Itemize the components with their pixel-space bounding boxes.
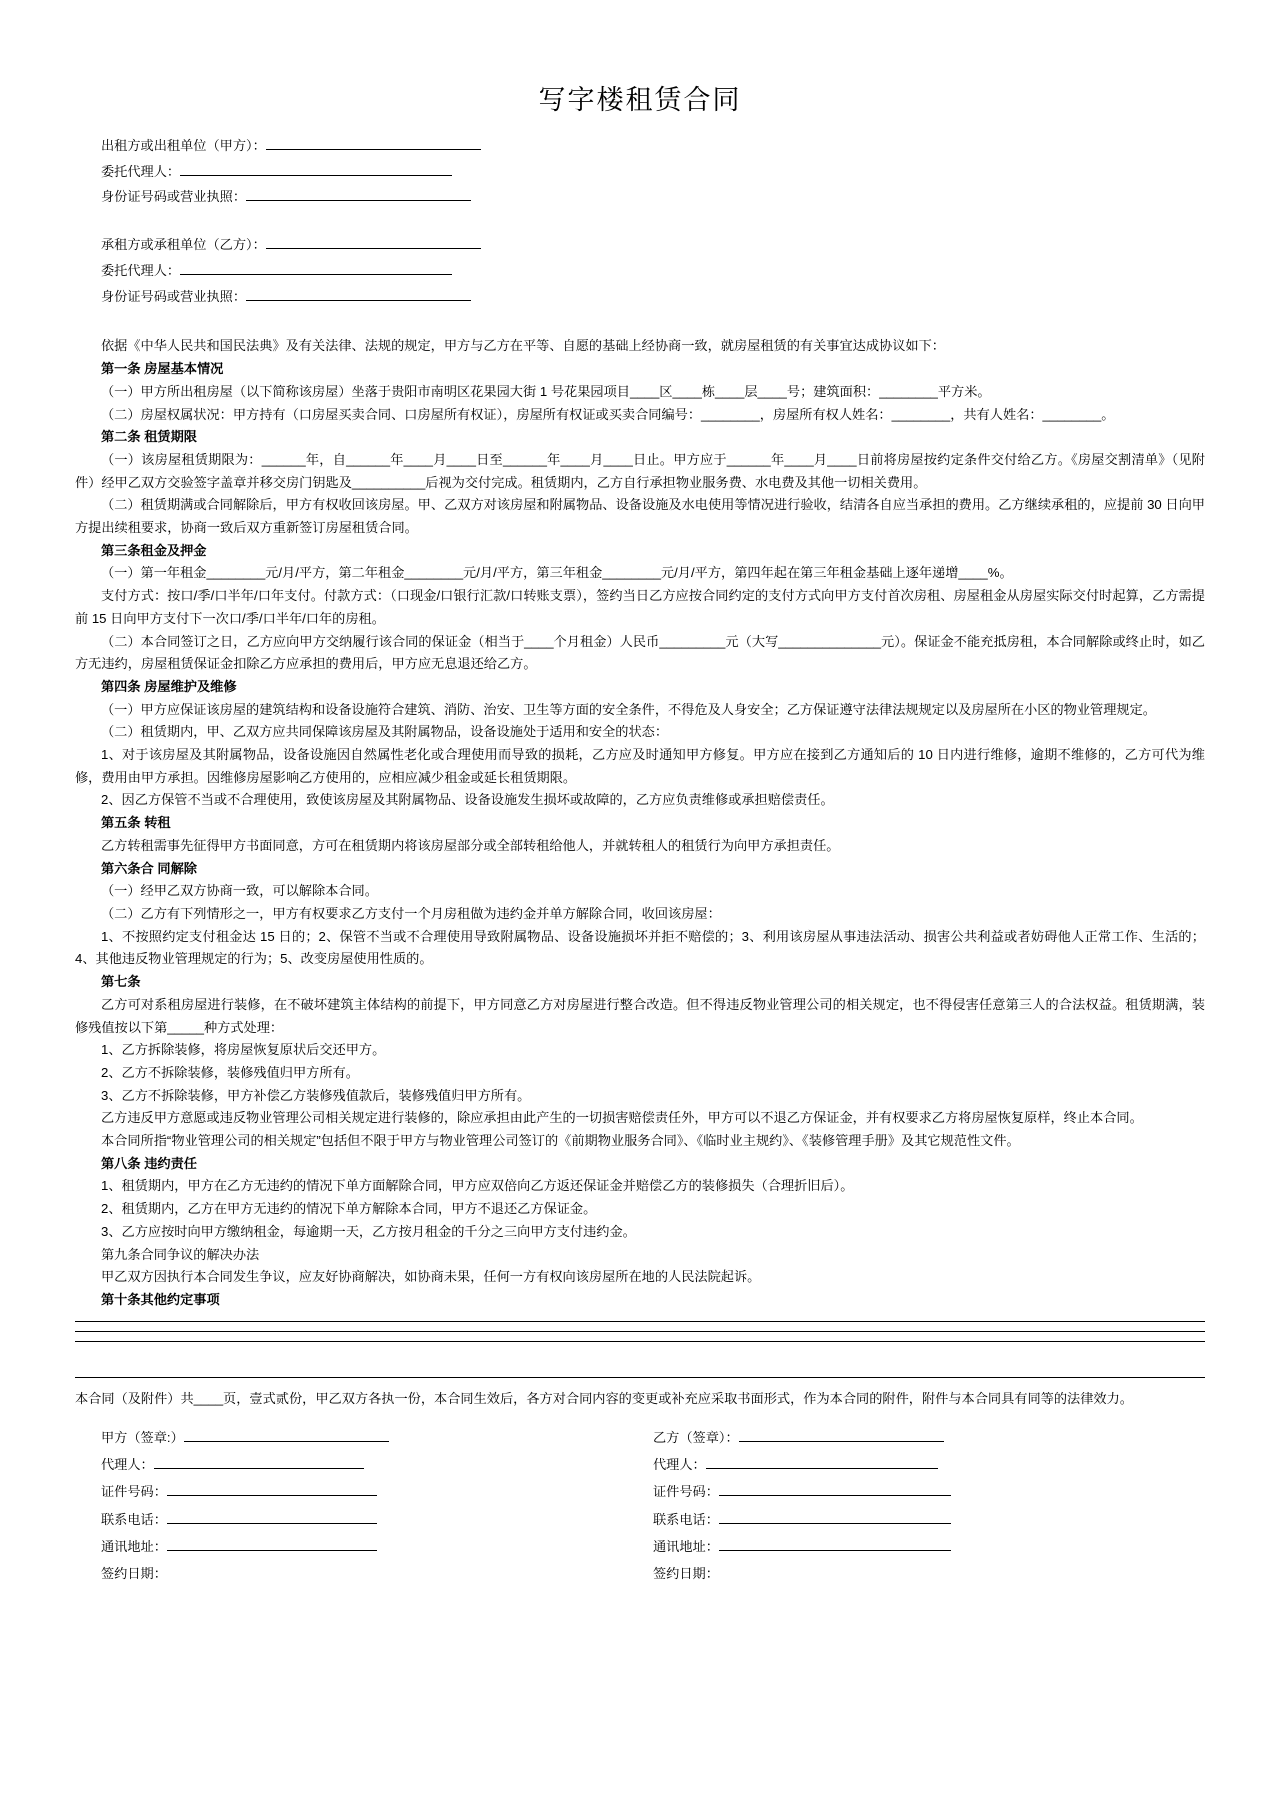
separator-rule [75, 1377, 1205, 1378]
party-a-id-field[interactable] [167, 1481, 377, 1496]
party-a-id-row [101, 1478, 653, 1505]
section-heading-7: 第七条 [101, 974, 141, 990]
section-heading-6: 第六条合 同解除 [101, 860, 197, 876]
section-heading-5: 第五条 转租 [101, 815, 171, 831]
section-3-para-1: （一）第一年租金________元/月/平方，第二年租金________元/月/平方，第三年租金________元/月/平方，第四年起在第三年租金基础上逐年递增____%。 [101, 565, 1013, 581]
party-b-id-field[interactable] [719, 1481, 951, 1496]
section-2-para-1: （一）该房屋租赁期限为：______年，自______年____月____日至______年____月____日止。甲方应于______年____月____日前将房屋按约定条件交付给乙方。《房屋交割清单》（见附件）经甲乙双方交验签字盖章并移交房门钥匙及__________后视为交付完成。租赁期内，乙方自行承担物业服务费、水电费及其他一切相关费用。 [75, 451, 1205, 490]
section-4-para-4: 2、因乙方保管不当或不合理使用，致使该房屋及其附属物品、设备设施发生损坏或故障的，乙方应负责维修或承担赔偿责任。 [101, 792, 834, 808]
section-7-para-6: 本合同所指“物业管理公司的相关规定”包括但不限于甲方与物业管理公司签订的《前期物业服务合同》、《临时业主规约》、《装修管理手册》及其它规范性文件。 [101, 1133, 1020, 1149]
lessor-block [101, 133, 1205, 210]
party-a-date-label: 签约日期： [101, 1565, 167, 1581]
party-a-date-row [101, 1560, 653, 1587]
party-b-phone-field[interactable] [719, 1509, 951, 1524]
lessor-id-field[interactable] [246, 186, 471, 201]
lessor-party-label: 出租方或出租单位（甲方）： [101, 138, 266, 153]
party-b-address-row [653, 1533, 1205, 1560]
lessee-id-field[interactable] [246, 286, 471, 301]
section-3-para-3: （二）本合同签订之日，乙方应向甲方交纳履行该合同的保证金（相当于____个月租金）人民币_________元（大写______________元）。保证金不能充抵房租，本合同解除或终止时，如乙方无违约，房屋租赁保证金扣除乙方应承担的费用后，甲方应无息退还给乙方。 [75, 633, 1205, 672]
lessee-id-label: 身份证号码或营业执照： [101, 288, 247, 304]
lessor-agent-line [101, 159, 1205, 185]
section-2-para-2: （二）租赁期满或合同解除后，甲方有权收回该房屋。甲、乙双方对该房屋和附属物品、设备设施及水电使用等情况进行验收，结清各自应当承担的费用。乙方继续承租的，应提前 30 日向甲方提出续租要求，协商一致后双方重新签订房屋租赁合同。 [75, 497, 1205, 536]
blank-spacer [75, 1342, 1205, 1368]
section-heading-9: 第九条合同争议的解决办法 [101, 1246, 260, 1262]
lessor-id-line [101, 184, 1205, 210]
lessee-agent-label: 委托代理人： [101, 262, 181, 278]
party-a-address-row [101, 1533, 653, 1560]
lessee-party-label: 承租方或承租单位（乙方）： [101, 237, 266, 253]
closing-paragraph: 本合同（及附件）共____页，壹式贰份，甲乙双方各执一份，本合同生效后，各方对合同内容的变更或补充应采取书面形式，作为本合同的附件，附件与本合同具有同等的法律效力。 [75, 1390, 1133, 1406]
section-heading-2: 第二条 租赁期限 [101, 429, 197, 445]
party-a-agent-field[interactable] [154, 1454, 364, 1469]
preamble: 依据《中华人民共和国民法典》及有关法律、法规的规定，甲方与乙方在平等、自愿的基础上经协商一致，就房屋租赁的有关事宜达成协议如下： [101, 338, 945, 354]
lessee-agent-line [101, 258, 1205, 284]
lessee-id-line [101, 284, 1205, 310]
lessee-party-line [101, 232, 1205, 258]
party-b-agent-field[interactable] [706, 1454, 938, 1469]
party-a-sign-row [101, 1424, 653, 1451]
page-title: 写字楼租赁合同 [538, 85, 742, 115]
section-7-para-1: 乙方可对系租房屋进行装修，在不破坏建筑主体结构的前提下，甲方同意乙方对房屋进行整合改造。但不得违反物业管理公司的相关规定，也不得侵害任意第三人的合法权益。租赁期满，装修残值按以下第_____种方式处理： [75, 996, 1205, 1035]
party-a-id-label: 证件号码： [101, 1484, 167, 1500]
party-b-sign-field[interactable] [739, 1427, 944, 1442]
section-heading-8: 第八条 违约责任 [101, 1155, 197, 1171]
lessor-agent-label: 委托代理人： [101, 163, 181, 179]
party-b-address-label: 通讯地址： [653, 1538, 719, 1554]
party-b-sign-label: 乙方（签章）： [653, 1430, 739, 1446]
party-a-sign-field[interactable] [184, 1427, 389, 1442]
party-a-phone-label: 联系电话： [101, 1511, 167, 1527]
party-a-agent-row [101, 1451, 653, 1478]
party-a-agent-label: 代理人： [101, 1457, 154, 1473]
contract-body [75, 335, 1205, 1410]
section-1-para-1: （一）甲方所出租房屋（以下简称该房屋）坐落于贵阳市南明区花果园大街 1 号花果园项目____区____栋____层____号；建筑面积：________平方米。 [101, 383, 991, 399]
party-a-sign-label: 甲方（签章:） [101, 1430, 184, 1446]
party-a-phone-row [101, 1506, 653, 1533]
section-5-para-1: 乙方转租需事先征得甲方书面同意，方可在租赁期内将该房屋部分或全部转租给他人，并就转租人的租赁行为向甲方承担责任。 [101, 837, 840, 853]
section-7-para-5: 乙方违反甲方意愿或违反物业管理公司相关规定进行装修的，除应承担由此产生的一切损害赔偿责任外，甲方可以不退乙方保证金，并有权要求乙方将房屋恢复原样，终止本合同。 [101, 1110, 1143, 1126]
lessor-party-line [101, 133, 1205, 159]
section-6-para-1: （一）经甲乙双方协商一致，可以解除本合同。 [101, 883, 378, 899]
section-7-para-2: 1、乙方拆除装修，将房屋恢复原状后交还甲方。 [101, 1042, 386, 1058]
signature-area [75, 1424, 1205, 1586]
lessor-id-label: 身份证号码或营业执照： [101, 189, 247, 205]
section-8-para-1: 1、租赁期内，甲方在乙方无违约的情况下单方面解除合同，甲方应双倍向乙方返还保证金并赔偿乙方的装修损失（合理折旧后）。 [101, 1178, 854, 1194]
lessor-agent-field[interactable] [180, 161, 452, 176]
party-b-id-row [653, 1478, 1205, 1505]
signature-col-party-b [653, 1424, 1205, 1586]
party-b-sign-row [653, 1424, 1205, 1451]
blank-rule-2 [75, 1331, 1205, 1332]
section-4-para-1: （一）甲方应保证该房屋的建筑结构和设备设施符合建筑、消防、治安、卫生等方面的安全条件，不得危及人身安全；乙方保证遵守法律法规规定以及房屋所在小区的物业管理规定。 [101, 701, 1156, 717]
party-b-agent-label: 代理人： [653, 1457, 706, 1473]
section-heading-3: 第三条租金及押金 [101, 542, 207, 558]
lessee-block [101, 232, 1205, 309]
party-a-phone-field[interactable] [167, 1509, 377, 1524]
party-a-address-field[interactable] [167, 1536, 377, 1551]
section-8-para-2: 2、租赁期内，乙方在甲方无违约的情况下单方解除本合同，甲方不退还乙方保证金。 [101, 1201, 597, 1217]
section-1-para-2: （二）房屋权属状况：甲方持有（口房屋买卖合同、口房屋所有权证），房屋所有权证或买卖合同编号：________，房屋所有权人姓名：________，共有人姓名：________。 [101, 406, 1115, 422]
party-b-id-label: 证件号码： [653, 1484, 719, 1500]
section-4-para-3: 1、对于该房屋及其附属物品，设备设施因自然属性老化或合理使用而导致的损耗，乙方应及时通知甲方修复。甲方应在接到乙方通知后的 10 日内进行维修，逾期不维修的，乙方可代为维修，费用由甲方承担。因维修房屋影响乙方使用的，应相应减少租金或延长租赁期限。 [75, 747, 1205, 785]
section-heading-4: 第四条 房屋维护及维修 [101, 678, 237, 694]
section-heading-10: 第十条其他约定事项 [101, 1291, 220, 1307]
signature-col-party-a [101, 1424, 653, 1586]
signature-columns [101, 1424, 1205, 1586]
party-a-address-label: 通讯地址： [101, 1538, 167, 1554]
section-3-para-2: 支付方式：按口/季/口半年/口年支付。付款方式：（口现金/口银行汇款/口转账支票），签约当日乙方应按合同约定的支付方式向甲方支付首次房租、房屋租金从房屋实际交付时起算，乙方需提前 15 日向甲方支付下一次口/季/口半年/口年的房租。 [75, 588, 1205, 626]
party-b-address-field[interactable] [719, 1536, 951, 1551]
section-6-para-2: （二）乙方有下列情形之一，甲方有权要求乙方支付一个月房租做为违约金并单方解除合同，收回该房屋： [101, 905, 721, 921]
blank-rule-1 [75, 1321, 1205, 1322]
party-b-phone-row [653, 1506, 1205, 1533]
party-b-phone-label: 联系电话： [653, 1511, 719, 1527]
party-b-agent-row [653, 1451, 1205, 1478]
party-b-date-row [653, 1560, 1205, 1587]
section-heading-1: 第一条 房屋基本情况 [101, 361, 224, 377]
section-6-para-3: 1、不按照约定支付租金达 15 日的；2、保管不当或不合理使用导致附属物品、设备设施损坏并拒不赔偿的；3、利用该房屋从事违法活动、损害公共利益或者妨碍他人正常工作、生活的；4、其他违反物业管理规定的行为；5、改变房屋使用性质的。 [75, 928, 1205, 967]
section-7-para-3: 2、乙方不拆除装修，装修残值归甲方所有。 [101, 1064, 359, 1080]
section-9-para-1: 甲乙双方因执行本合同发生争议，应友好协商解决，如协商未果，任何一方有权向该房屋所在地的人民法院起诉。 [101, 1269, 761, 1285]
lessee-agent-field[interactable] [180, 260, 452, 275]
party-spacer [75, 210, 1205, 232]
lessor-party-field[interactable] [266, 135, 481, 150]
section-7-para-4: 3、乙方不拆除装修，甲方补偿乙方装修残值款后，装修残值归甲方所有。 [101, 1087, 531, 1103]
party-b-date-label: 签约日期： [653, 1565, 719, 1581]
section-4-para-2: （二）租赁期内，甲、乙双方应共同保障该房屋及其附属物品，设备设施处于适用和安全的状态： [101, 724, 669, 740]
section-8-para-3: 3、乙方应按时向甲方缴纳租金，每逾期一天，乙方按月租金的千分之三向甲方支付违约金。 [101, 1223, 636, 1239]
lessee-party-field[interactable] [266, 234, 481, 249]
